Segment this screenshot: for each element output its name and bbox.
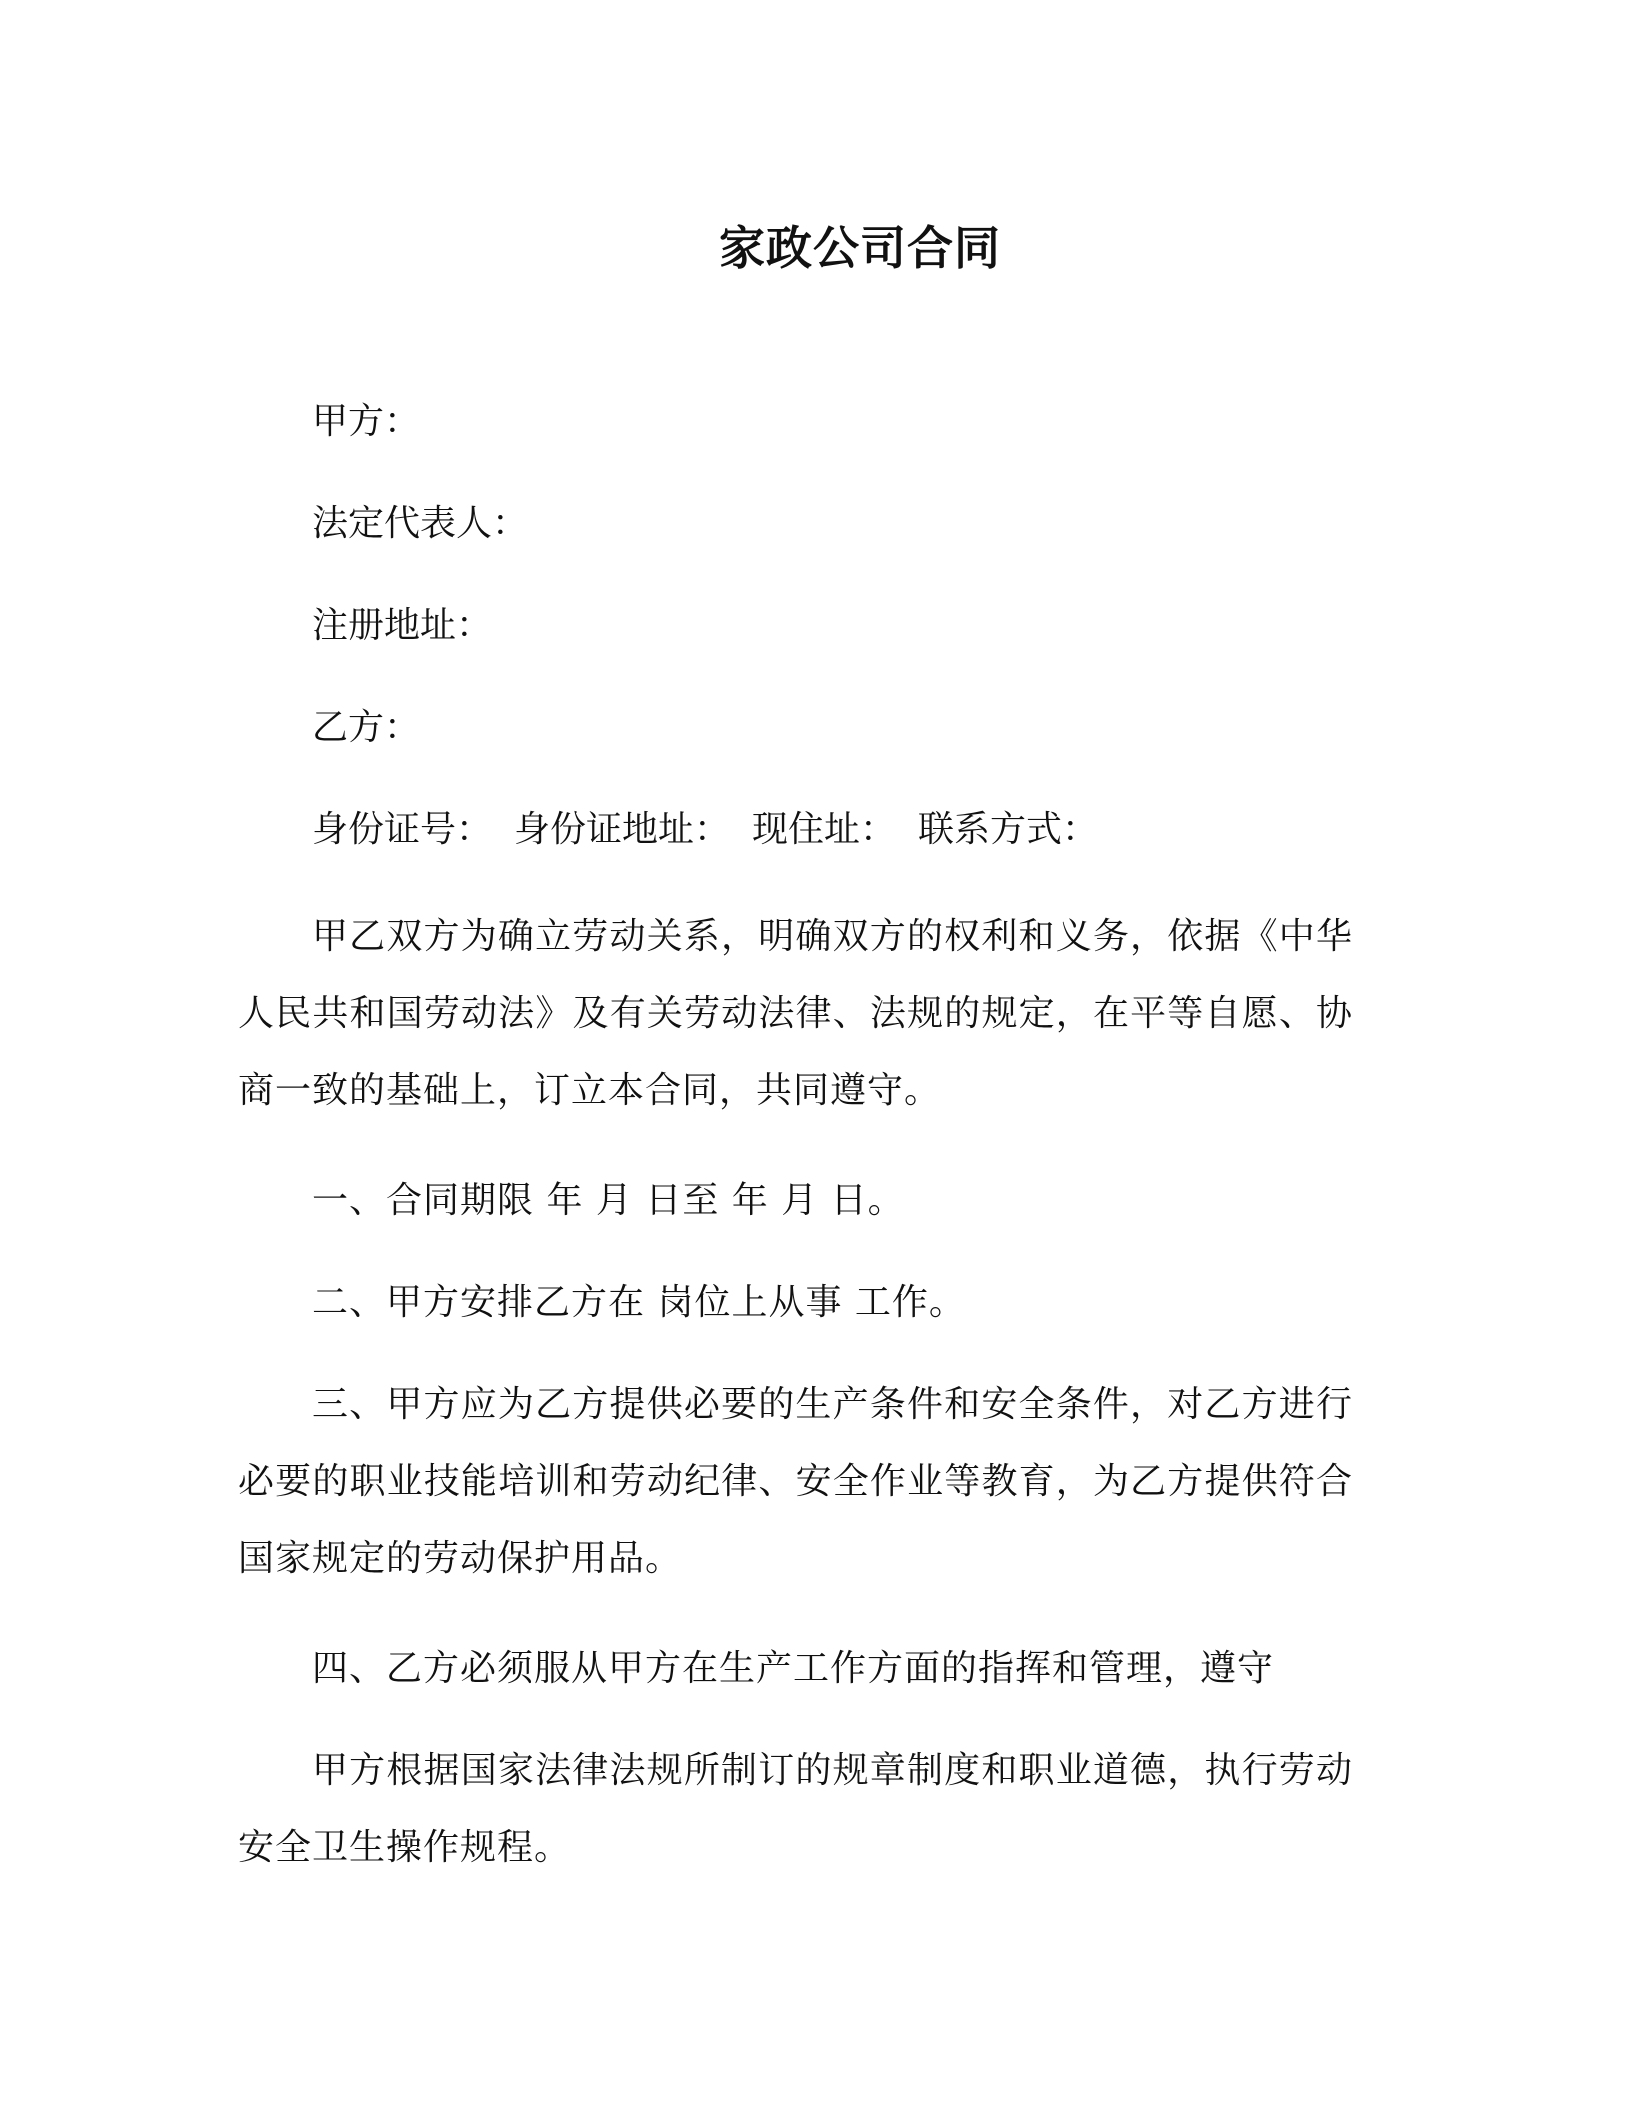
clause-3-conditions: 三、甲方应为乙方提供必要的生产条件和安全条件，对乙方进行必要的职业技能培训和劳动纪律、安全作业等教育，为乙方提供符合国家规定的劳动保护用品。 (238, 1384, 1353, 1579)
id-number-label: 身份证号： (312, 809, 493, 850)
contact-label: 联系方式： (918, 809, 1099, 850)
id-address-label: 身份证地址： (514, 809, 731, 850)
party-a-label: 甲方： (312, 401, 421, 442)
preamble-paragraph: 甲乙双方为确立劳动关系，明确双方的权利和义务，依据《中华人民共和国劳动法》及有关劳动法律、法规的规定，在平等自愿、协商一致的基础上，订立本合同，共同遵守。 (238, 916, 1353, 1111)
clause-4-obedience: 四、乙方必须服从甲方在生产工作方面的指挥和管理，遵守 (312, 1648, 1275, 1689)
clause-4-continued: 甲方根据国家法律法规所制订的规章制度和职业道德，执行劳动安全卫生操作规程。 (238, 1750, 1353, 1868)
clause-2-position: 二、甲方安排乙方在 岗位上从事 工作。 (312, 1282, 966, 1323)
legal-rep-label: 法定代表人： (312, 503, 529, 544)
party-b-label: 乙方： (312, 707, 421, 748)
current-address-label: 现住址： (752, 809, 897, 850)
document-title: 家政公司合同 (719, 221, 1001, 275)
party-b-info-line (312, 806, 1098, 854)
clause-1-term: 一、合同期限 年 月 日至 年 月 日。 (312, 1180, 905, 1221)
registered-address-label: 注册地址： (312, 605, 493, 646)
